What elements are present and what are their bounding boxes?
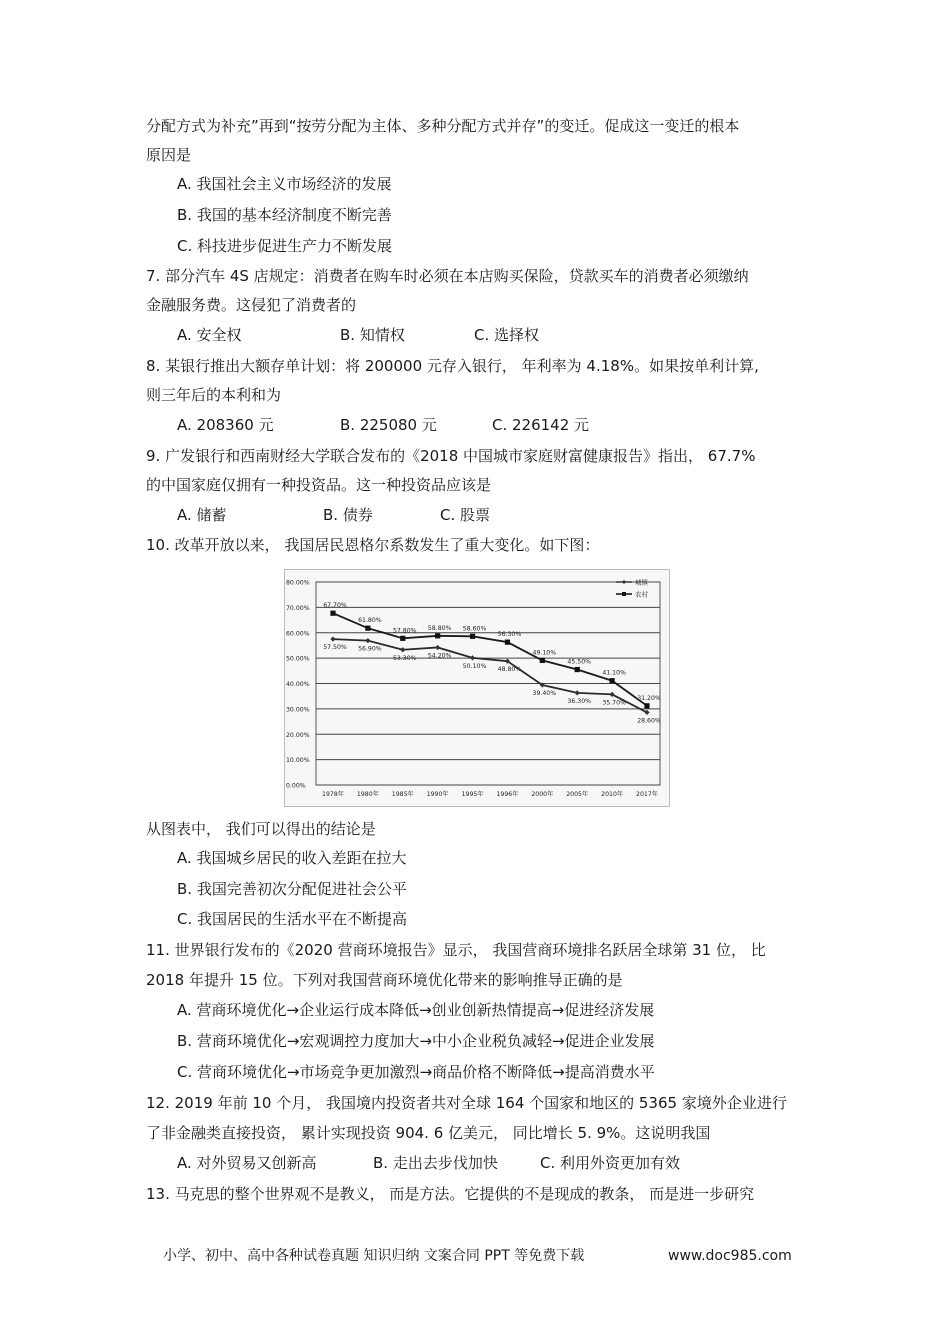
data-label: 57.50%: [323, 644, 347, 652]
data-label: 36.30%: [567, 697, 592, 705]
q6-stem-line2: 原因是: [146, 146, 192, 164]
q7-option-a: A. 安全权: [177, 326, 242, 344]
engel-coefficient-chart: [284, 569, 670, 807]
y-tick-label: 0.00%: [286, 782, 306, 790]
y-tick-label: 10.00%: [286, 757, 310, 765]
data-label: 31.20%: [637, 694, 661, 702]
y-tick-label: 70.00%: [286, 604, 310, 612]
q11-option-b: B. 营商环境优化→宏观调控力度加大→中小企业税负减轻→促进企业发展: [177, 1032, 655, 1050]
q9-option-a: A. 储蓄: [177, 506, 227, 524]
data-label: 50.10%: [462, 662, 487, 670]
data-label: 49.10%: [532, 649, 557, 657]
q8-option-c: C. 226142 元: [492, 416, 590, 434]
data-label: 58.60%: [462, 625, 487, 633]
q10-option-c: C. 我国居民的生活水平在不断提高: [177, 910, 408, 928]
q6-stem-line1: 分配方式为补充”再到“按劳分配为主体、多种分配方式并存”的变迁。促成这一变迁的根本: [146, 117, 740, 135]
q11-option-c: C. 营商环境优化→市场竞争更加激烈→商品价格不断降低→提高消费水平: [177, 1063, 655, 1081]
x-tick-label: 2010年: [601, 791, 624, 798]
q12-option-b: B. 走出去步伐加快: [373, 1154, 498, 1172]
x-tick-label: 1980年: [356, 791, 379, 798]
q11-option-a: A. 营商环境优化→企业运行成本降低→创业创新热情提高→促进经济发展: [177, 1001, 655, 1019]
q8-option-a: A. 208360 元: [177, 416, 274, 434]
y-tick-label: 50.00%: [286, 655, 310, 663]
data-point: [540, 658, 545, 663]
data-label: 45.50%: [567, 658, 592, 666]
data-label: 67.70%: [323, 602, 347, 610]
q7-option-b: B. 知情权: [340, 326, 405, 344]
data-point: [400, 647, 405, 652]
q7-option-c: C. 选择权: [474, 326, 540, 344]
q9-option-b: B. 债券: [323, 506, 373, 524]
x-tick-label: 2000年: [531, 791, 554, 798]
x-tick-label: 1985年: [391, 791, 414, 798]
legend-marker-urban: [622, 580, 626, 584]
q8-option-b: B. 225080 元: [340, 416, 437, 434]
data-label: 57.80%: [392, 627, 417, 635]
q8-stem-line1: 8. 某银行推出大额存单计划：将 200000 元存入银行， 年利率为 4.18%。如果按单利计算,: [146, 357, 759, 375]
data-point: [505, 640, 510, 645]
q12-stem-line1: 12. 2019 年前 10 个月， 我国境内投资者共对全球 164 个国家和地区的 5365 家境外企业进行: [146, 1094, 787, 1112]
data-point: [330, 636, 335, 641]
data-point: [575, 690, 580, 695]
q9-stem-line2: 的中国家庭仅拥有一种投资品。这一种投资品应该是: [146, 476, 492, 494]
q6-option-b: B. 我国的基本经济制度不断完善: [177, 206, 392, 224]
x-tick-label: 1995年: [461, 791, 484, 798]
q11-stem-line2: 2018 年提升 15 位。下列对我国营商环境优化带来的影响推导正确的是: [146, 971, 623, 989]
data-label: 28.60%: [637, 717, 661, 725]
q12-stem-line2: 了非金融类直接投资， 累计实现投资 904. 6 亿美元， 同比增长 5. 9%。这说明我国: [146, 1124, 711, 1142]
data-point: [330, 611, 335, 616]
q10-after-chart: 从图表中， 我们可以得出的结论是: [146, 820, 376, 838]
data-point: [470, 655, 475, 660]
legend-marker-rural: [622, 592, 626, 596]
data-point: [365, 638, 370, 643]
q7-stem-line1: 7. 部分汽车 4S 店规定：消费者在购车时必须在本店购买保险，贷款买车的消费者必须缴纳: [146, 267, 749, 285]
data-label: 35.70%: [602, 699, 626, 707]
q6-option-a: A. 我国社会主义市场经济的发展: [177, 175, 392, 193]
data-point: [644, 703, 649, 708]
legend-label-urban: 城镇: [635, 578, 648, 587]
q12-option-c: C. 利用外资更加有效: [540, 1154, 681, 1172]
y-tick-label: 30.00%: [286, 706, 310, 714]
x-tick-label: 1978年: [322, 791, 344, 798]
data-point: [400, 636, 405, 641]
data-label: 53.30%: [392, 654, 417, 662]
data-label: 56.90%: [358, 645, 382, 653]
data-label: 48.80%: [497, 666, 522, 674]
q12-option-a: A. 对外贸易又创新高: [177, 1154, 317, 1172]
q10-option-a: A. 我国城乡居民的收入差距在拉大: [177, 849, 407, 867]
y-tick-label: 80.00%: [286, 579, 310, 587]
data-point: [610, 678, 615, 683]
q6-option-c: C. 科技进步促进生产力不断发展: [177, 237, 393, 255]
y-tick-label: 20.00%: [286, 731, 310, 739]
data-label: 39.40%: [532, 690, 557, 698]
q10-option-b: B. 我国完善初次分配促进社会公平: [177, 880, 407, 898]
q9-stem-line1: 9. 广发银行和西南财经大学联合发布的《2018 中国城市家庭财富健康报告》指出， 67.7%: [146, 447, 756, 465]
q13-stem-line1: 13. 马克思的整个世界观不是教义， 而是方法。它提供的不是现成的教条， 而是进一步研究: [146, 1185, 755, 1203]
data-point: [575, 667, 580, 672]
x-tick-label: 1996年: [496, 791, 519, 798]
footer-url[interactable]: www.doc985.com: [668, 1248, 792, 1264]
data-point: [435, 633, 440, 638]
x-tick-label: 2005年: [566, 791, 589, 798]
data-label: 56.30%: [497, 631, 522, 639]
legend-label-rural: 农村: [635, 590, 648, 599]
footer-text: 小学、初中、高中各种试卷真题 知识归纳 文案合同 PPT 等免费下载: [163, 1248, 585, 1264]
x-tick-label: 2017年: [636, 791, 658, 798]
q7-stem-line2: 金融服务费。这侵犯了消费者的: [146, 296, 357, 314]
q8-stem-line2: 则三年后的本利和为: [146, 386, 282, 404]
data-label: 61.80%: [358, 617, 382, 625]
data-label: 41.10%: [602, 669, 626, 677]
data-label: 54.20%: [427, 652, 452, 660]
q10-stem: 10. 改革开放以来， 我国居民恩格尔系数发生了重大变化。如下图：: [146, 536, 600, 554]
data-point: [470, 634, 475, 639]
q11-stem-line1: 11. 世界银行发布的《2020 营商环境报告》显示， 我国营商环境排名跃居全球第 31 位， 比: [146, 941, 766, 959]
data-point: [365, 626, 370, 631]
q9-option-c: C. 股票: [440, 506, 491, 524]
data-label: 58.80%: [427, 624, 452, 632]
y-tick-label: 40.00%: [286, 681, 310, 688]
chart-svg: [285, 570, 669, 806]
x-tick-label: 1990年: [426, 791, 449, 798]
y-tick-label: 60.00%: [286, 630, 310, 638]
data-point: [435, 645, 440, 650]
